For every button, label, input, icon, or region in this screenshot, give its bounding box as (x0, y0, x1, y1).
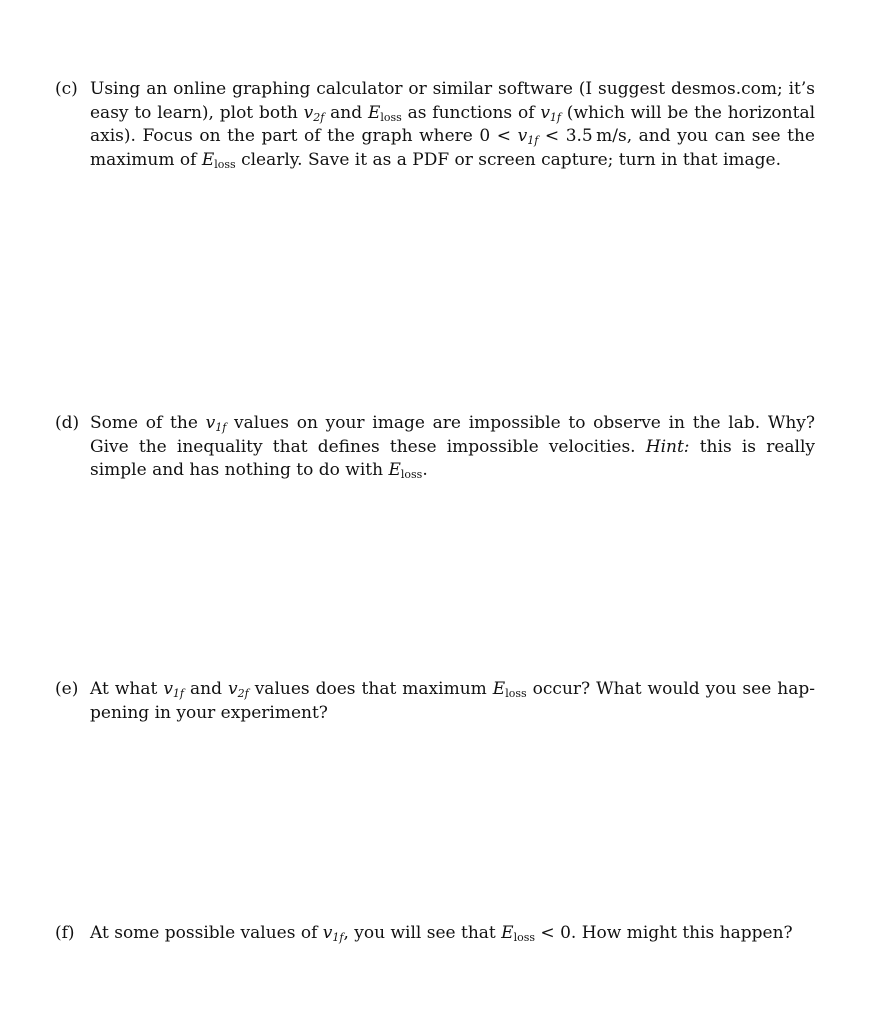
problem-e (55, 678, 815, 725)
problem-label: (e) (55, 679, 79, 699)
math-v1f: $v_{1f}$ (540, 102, 561, 124)
problem-label: (c) (55, 79, 78, 99)
text-segment: (which will be the horizontal axis). Focus on the part of the graph where (90, 102, 816, 146)
math-eloss: $E_{loss}$ (492, 679, 527, 700)
text-segment: values does that maximum (248, 679, 493, 699)
text-segment: and (184, 679, 228, 699)
math-v2f: $v_{2f}$ (228, 679, 249, 700)
text-segment: . (422, 460, 428, 480)
math-v1f: $v_{1f}$ (163, 679, 184, 700)
problem-text (90, 78, 815, 172)
text-segment: and (324, 102, 368, 123)
text-segment: as functions of (401, 102, 541, 123)
problem-label: (f) (55, 923, 75, 943)
text-segment: values on your image are impossible to observe in the lab. Why? Give the inequality that defines these impossible velocities. (90, 413, 816, 457)
math-eloss: $E_{loss}$ (201, 149, 236, 171)
problem-text (90, 678, 815, 725)
text-segment: Using an online graphing calculator or similar software (I suggest desmos.com; it’s easy to learn), plot both (90, 79, 815, 123)
text-segment: . How might this happen? (570, 923, 793, 943)
text-segment: At some possible values of (90, 923, 323, 943)
problem-d (55, 412, 815, 483)
text-segment: , and you can see the maximum of (90, 126, 815, 170)
text-segment: clearly. Save it as a PDF or screen capture; turn in that image. (235, 149, 782, 170)
math-eloss: $E_{loss}$ (367, 102, 402, 124)
problem-label: (d) (55, 413, 80, 433)
hint-label: Hint: (645, 436, 690, 457)
problem-c (55, 78, 815, 172)
problem-text (90, 922, 815, 946)
math-v2f: $v_{2f}$ (303, 102, 325, 124)
text-segment: At what (90, 679, 164, 699)
math-range: $0 < v_{1f} < 3.5$ m/s (479, 126, 627, 147)
math-v1f: $v_{1f}$ (205, 413, 227, 434)
text-segment: this is really simple and has nothing to do with (90, 436, 815, 480)
text-segment: occur? What would you see hap-pening in your experiment? (90, 679, 815, 723)
text-segment: Some of the (90, 413, 206, 433)
text-segment: , you will see that (343, 923, 502, 943)
math-eloss-negative: $E_{loss} < 0$ (501, 923, 571, 944)
math-v1f: $v_{1f}$ (322, 923, 344, 944)
problem-text (90, 412, 815, 483)
problem-f (55, 922, 815, 946)
math-eloss: $E_{loss}$ (388, 460, 423, 481)
